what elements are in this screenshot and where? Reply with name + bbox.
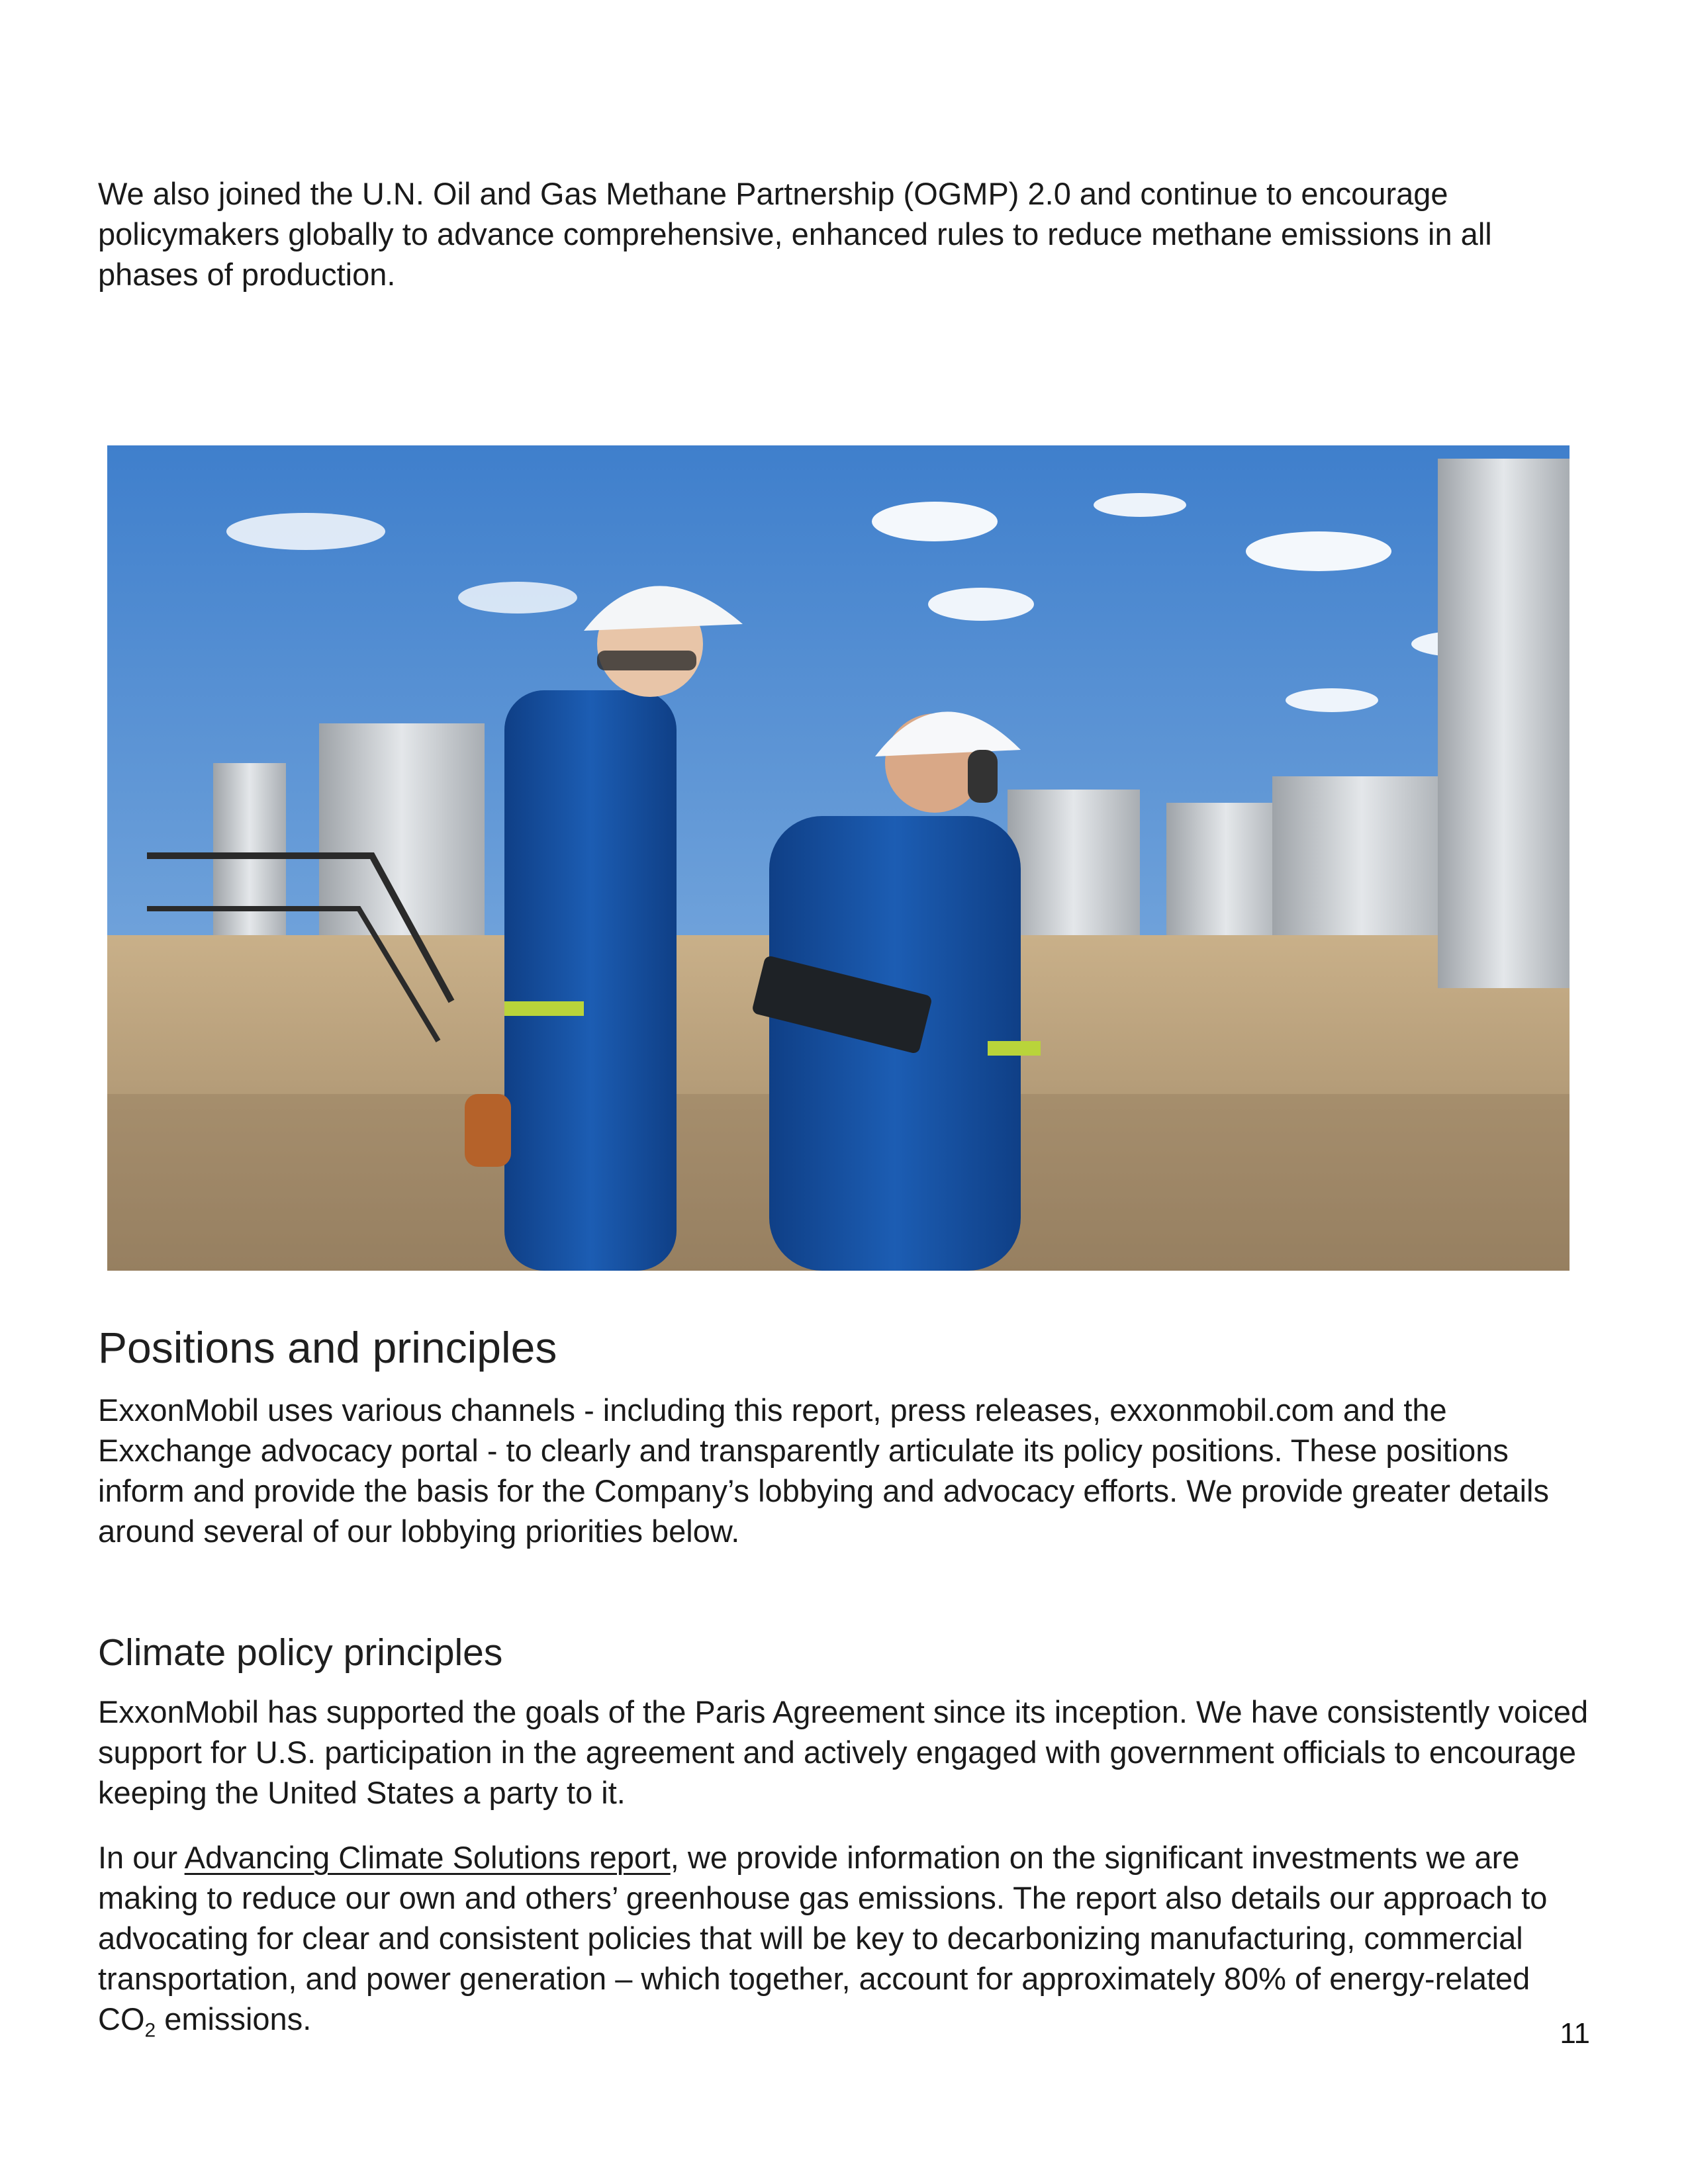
paragraph-2-prefix: In our [98, 1840, 185, 1875]
climate-paragraph-1: ExxonMobil has supported the goals of the Paris Agreement since its inception. We have consistently voiced support for U.S. participation in the agreement and actively engaged with government officials to encourage keeping the United States a party to it. [98, 1694, 1589, 1810]
photo-two-workers-icon [107, 445, 1570, 1271]
intro-paragraph: We also joined the U.N. Oil and Gas Methane Partnership (OGMP) 2.0 and continue to encourage policymakers globally to advance comprehensive, enhanced rules to reduce methane emissions in all phases of production. [98, 176, 1492, 292]
positions-paragraph: ExxonMobil uses various channels - including this report, press releases, exxonmobil.com and the Exxchange advocacy portal - to clearly and transparently articulate its policy positions. These positions inform and provide the basis for the Company’s lobbying and advocacy efforts. We provide greater details around several of our lobbying priorities below. [98, 1392, 1549, 1549]
section-heading-positions: Positions and principles [98, 1323, 557, 1372]
paragraph-2-body: , we provide information on the significant investments we are making to reduce our own and others’ greenhouse gas emissions. The report also details our approach to advocating for clear and consistent policies that will be key to decarbonizing manufacturing, commercial transportation, and power generation – which together, account for approximately 80% of energy-related CO [98, 1840, 1548, 2036]
climate-paragraph-2 [98, 1837, 1594, 2050]
paragraph-2-suffix: emissions. [156, 2001, 312, 2036]
page-number: 11 [1560, 2017, 1590, 2050]
section-heading-climate: Climate policy principles [98, 1631, 503, 1674]
advancing-climate-solutions-link[interactable]: Advancing Climate Solutions report [184, 1840, 671, 1875]
co2-subscript: 2 [144, 2019, 156, 2042]
